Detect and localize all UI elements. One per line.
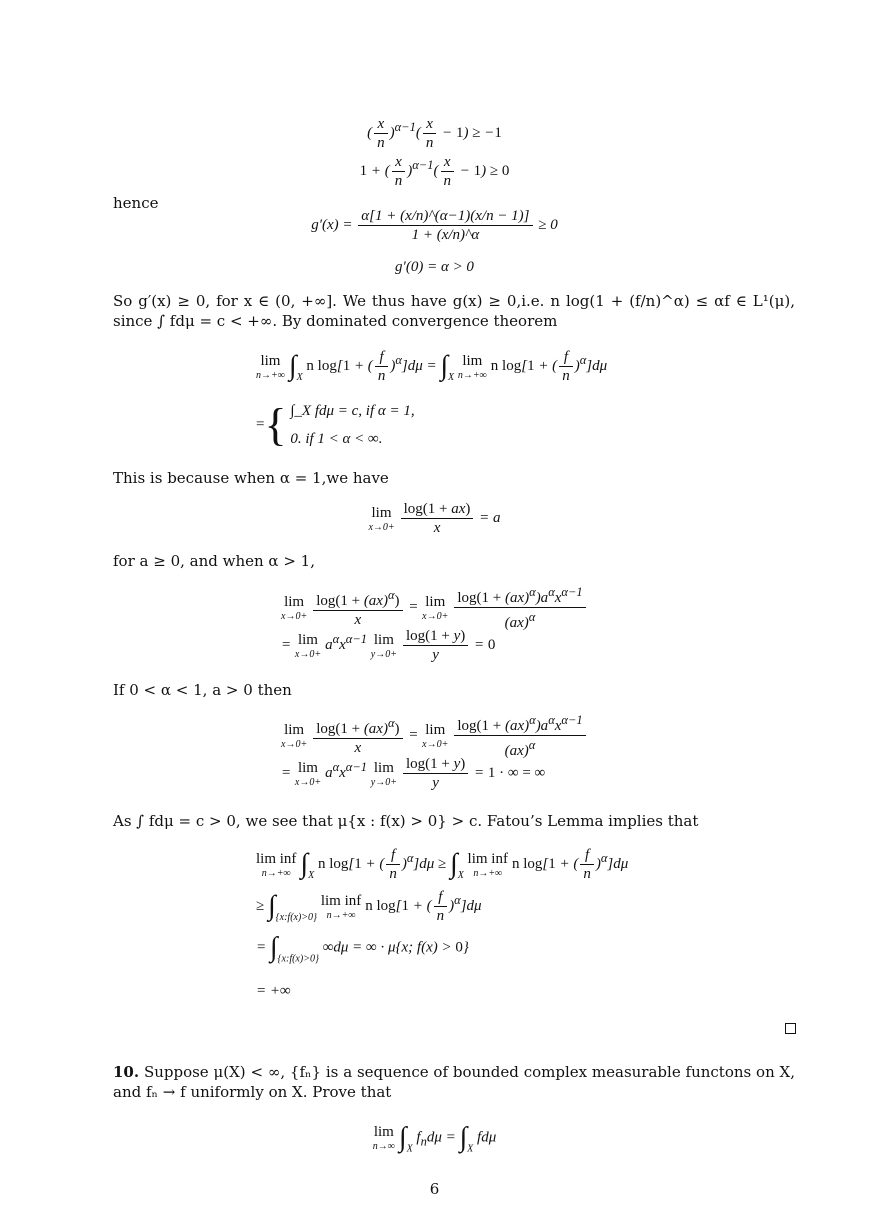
paragraph-if: If 0 < α < 1, a > 0 then <box>113 681 292 699</box>
qed-square-icon <box>785 1023 796 1034</box>
paragraph-so: So g′(x) ≥ 0, for x ∈ (0, +∞]. We thus have g(x) ≥ 0,i.e. n log(1 + (f/n)^α) ≤ αf ∈ L¹(μ), since ∫ fdμ = c < +∞. By dominated convergence theorem <box>113 292 795 330</box>
equation-alpha-lt1-line2: = lim x→0+ $a^\alpha x^{\alpha-1}$ lim y→0+ $\frac{\log(1 + y)}{y}$ = 1 · ∞ = ∞ <box>281 756 546 791</box>
equation-final: lim n→∞ $\int_X$ $f_nd\mu = \int_X$ fdμ <box>372 1122 497 1155</box>
case-alpha-gt-1: 0. if 1 < α < ∞. <box>290 431 383 447</box>
g-prime-numerator: α[1 + (x/n)^(α−1)(x/n − 1)] <box>358 207 532 226</box>
problem-10 <box>113 1062 795 1102</box>
equation-dct-cases: ={ ∫_X fdμ = c, if α = 1, 0. if 1 < α < ∞. <box>256 397 415 453</box>
equation-alpha-gt1-line2: = lim x→0+ $a^\alpha x^{\alpha-1}$ lim y→0+ $\frac{\log(1 + y)}{y}$ = 0 <box>281 628 496 663</box>
page-number: 6 <box>429 1180 440 1198</box>
equation-fatou-line1: lim inf n→+∞ $\int_X$ n log[1 + ( $\frac{f}{n}$ )$^\alpha]d\mu \ge \int_X$ lim inf n→+∞ n log[1 + ( $\frac{f}{n}$ )$^\alpha$]dμ <box>256 847 629 882</box>
equation-g-zero: g′(0) = α > 0 <box>395 259 474 275</box>
paragraph-as: As ∫ fdμ = c > 0, we see that μ{x : f(x) > 0} > c. Fatou’s Lemma implies that <box>113 812 699 830</box>
g-prime-rhs: ≥ 0 <box>538 216 558 233</box>
equation-alpha-lt1-line1: lim x→0+ $\frac{\log(1 + (ax)^\alpha)}{x}$ = lim x→0+ $\frac{\log(1 + (ax)^\alpha)a^\alpha x^{\alpha-1}}{(ax)^\alpha}$ <box>281 711 588 760</box>
paragraph-for-a: for a ≥ 0, and when α > 1, <box>113 552 315 570</box>
g-prime-lhs: g′(x) = <box>311 216 353 233</box>
g-prime-denominator: 1 + (x/n)^α <box>411 227 480 243</box>
equation-g-prime <box>0 207 869 244</box>
equation-dct-line1: lim n→+∞ $\int_X$ n log[1 + ( $\frac{f}{n}$ )$^\alpha]d\mu = \int_X$ lim n→+∞ n log[1 + ( $\frac{f}{n}$ )$^\alpha$]dμ <box>256 349 608 384</box>
equation-1: ( $\frac{x}{n}$ )$^{\alpha-1}$( $\frac{x}{n}$ − 1) ≥ −1 <box>367 116 502 151</box>
equation-fatou-line2: ≥ $\int_{\{x:f(x)>0\}}$ lim inf n→+∞ n log[1 + ( $\frac{f}{n}$ )$^\alpha$]dμ <box>256 889 482 924</box>
case-alpha-1: ∫_X fdμ = c, if α = 1, <box>290 403 415 419</box>
problem-number: 10. <box>113 1063 140 1081</box>
equation-alpha-gt1-line1: lim x→0+ $\frac{\log(1 + (ax)^\alpha)}{x}$ = lim x→0+ $\frac{\log(1 + (ax)^\alpha)a^\alpha x^{\alpha-1}}{(ax)^\alpha}$ <box>281 583 588 632</box>
text-hence: hence <box>113 194 159 212</box>
paragraph-because: This is because when α = 1,we have <box>113 469 389 487</box>
equation-lim-a: lim x→0+ $\frac{\log(1 + ax)}{x}$ = a <box>368 501 501 536</box>
equation-fatou-line3: = $\int_{\{x:f(x)>0\}}$ ∞dμ = ∞ · μ{x; f(x) > 0} <box>256 932 469 965</box>
problem-text: Suppose μ(X) < ∞, {fₙ} is a sequence of bounded complex measurable functons on X, and fₙ → f uniformly on X. Prove that <box>113 1063 795 1101</box>
equation-2: 1 + ( $\frac{x}{n}$ )$^{\alpha-1}$( $\frac{x}{n}$ − 1) ≥ 0 <box>359 154 510 189</box>
equation-fatou-line4: = +∞ <box>256 983 291 999</box>
